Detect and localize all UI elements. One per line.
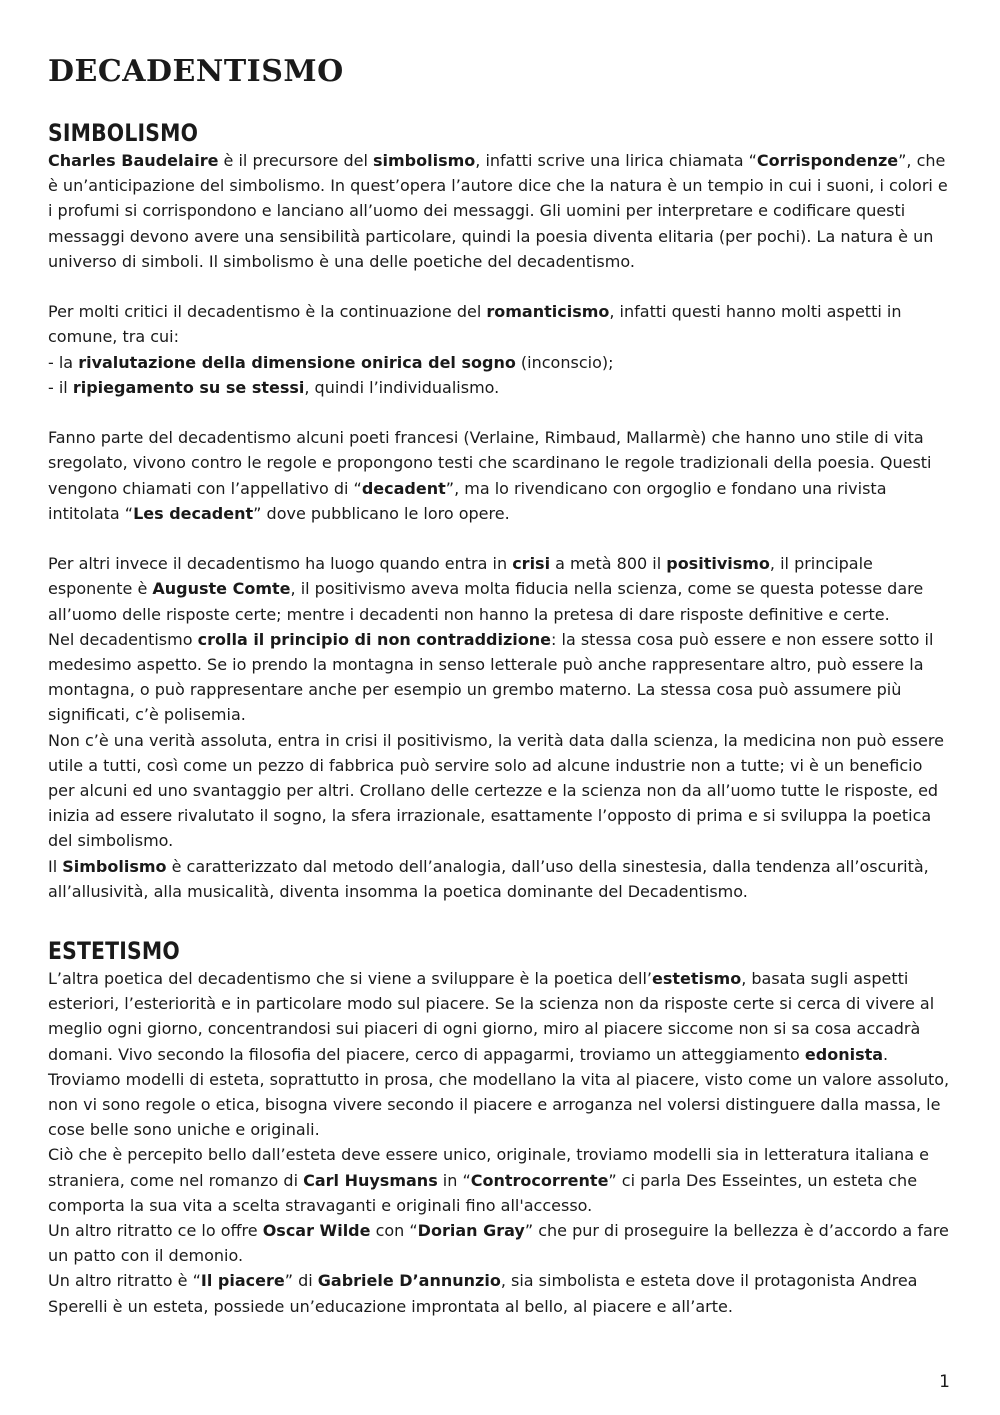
text-run: , quindi l’individualismo. [304, 377, 500, 397]
text-run: ” dove pubblicano le loro opere. [253, 503, 510, 523]
text-run: Troviamo modelli di esteta, soprattutto in prosa, che modellano la vita al piacere, visto come un valore assoluto, non vi sono regole o etica, bisogna vivere secondo il piacere e arroganza nel volersi distinguere dalla massa, le cose belle sono uniche e originali. [48, 1069, 950, 1140]
text-run: Il [48, 856, 63, 876]
text-run: con “ [370, 1221, 418, 1241]
bold-text: estetismo [651, 969, 742, 989]
section-simbolismo-body [48, 148, 952, 904]
paragraph [48, 1142, 952, 1218]
bold-text: simbolismo [373, 151, 476, 170]
text-run: , il positivismo aveva molta fiducia nella scienza, come se questa potesse dare all’uomo delle risposte certe; mentre i decadenti non hanno la pretesa di dare risposte definitive e certe. [48, 579, 924, 624]
text-run: Ciò che è percepito bello dall’esteta deve essere unico, originale, troviamo modelli sia in letteratura italiana e straniera, come nel romanzo di [48, 1145, 929, 1190]
text-run: ” che pur di proseguire la bellezza è d’accordo a fare un patto con il demonio. [48, 1221, 949, 1266]
page-number: 1 [939, 1372, 950, 1392]
bold-text: decadent [361, 478, 446, 498]
bold-text: Il piacere [200, 1271, 285, 1291]
text-run: : la stessa cosa può essere e non essere sotto il medesimo aspetto. Se io prendo la montagna in senso letterale può anche rappresentare altro, può essere la montagna, o può rappresentare anche per esempio un grembo materno. La stessa cosa può assumere più significati, c’è polisemia. [48, 629, 934, 725]
paragraph [48, 966, 952, 1067]
paragraph [48, 551, 952, 627]
paragraph-gap [48, 274, 952, 299]
text-run: Per molti critici il decadentismo è la continuazione del [48, 302, 487, 322]
bold-text: romanticismo [486, 302, 610, 322]
section-heading-simbolismo: SIMBOLISMO [48, 119, 199, 147]
text-run: , il principale esponente è [48, 554, 873, 599]
bold-text: positivismo [666, 554, 770, 574]
paragraph [48, 854, 952, 904]
paragraph [48, 1268, 952, 1318]
document-title: DECADENTISMO [48, 54, 344, 89]
text-run: ” di [284, 1271, 318, 1291]
text-run: in “ [437, 1170, 471, 1190]
text-run: , basata sugli aspetti esteriori, l’esteriorità e in particolare modo sul piacere. Se la scienza non da risposte certe si cerca di vivere al meglio ogni giorno, concentrandosi sui piaceri di ogni giorno, miro al piacere siccome non si sa cosa accadrà domani. Vivo secondo la filosofia del piacere, cerco di appagarmi, troviamo un atteggiamento [48, 969, 935, 1064]
text-run: , sia simbolista e esteta dove il protagonista Andrea Sperelli è un esteta, possiede un’educazione improntata al bello, al piacere e all’arte. [48, 1271, 918, 1316]
section-heading-estetismo: ESTETISMO [48, 937, 180, 966]
text-run: (inconscio); [515, 352, 614, 372]
text-run: Non c’è una verità assoluta, entra in crisi il positivismo, la verità data dalla scienza, la medicina non può essere utile a tutti, così come un pezzo di fabbrica può servire solo ad alcune industrie non a tutte; vi è un beneficio per alcuni ed uno svantaggio per altri. Crollano delle certezze e la scienza non da all’uomo tutte le risposte, ed inizia ad essere rivalutato il sogno, la sfera irrazionale, esattamente l’opposto di prima e si sviluppa la poetica del simbolismo. [48, 730, 944, 851]
paragraph [48, 350, 952, 375]
text-run: ”, ma lo rivendicano con orgoglio e fondano una rivista intitolata “ [48, 478, 887, 523]
text-run: Un altro ritratto ce lo offre [48, 1221, 263, 1241]
text-run: è il precursore del [218, 151, 373, 170]
text-run: L’altra poetica del decadentismo che si viene a sviluppare è la poetica dell’ [48, 969, 652, 989]
text-run: . [883, 1044, 889, 1064]
bold-text: Controcorrente [470, 1170, 609, 1190]
bold-text: crolla il principio di non contraddizione [197, 629, 552, 649]
text-run: è caratterizzato dal metodo dell’analogia, dall’uso della sinestesia, dalla tendenza all’oscurità, all’allusività, alla musicalità, diventa insomma la poetica dominante del Decadentismo. [48, 856, 929, 901]
text-run: - la [48, 352, 79, 372]
bold-text: Oscar Wilde [262, 1221, 371, 1241]
bold-text: crisi [512, 554, 551, 574]
paragraph [48, 375, 952, 400]
section-estetismo-body [48, 966, 952, 1319]
paragraph [48, 728, 952, 854]
text-run: ”, che è un’anticipazione del simbolismo. In quest’opera l’autore dice che la natura è un tempio in cui i suoni, i colori e i profumi si corrispondono e lanciano all’uomo dei messaggi. Gli uomini per interpretare e codificare questi messaggi devono avere una sensibilità particolare, quindi la poesia diventa elitaria (per pochi). La natura è un universo di simboli. Il simbolismo è una delle poetiche del decadentismo. [48, 151, 948, 271]
bold-text: Simbolismo [62, 856, 167, 876]
text-run: a metà 800 il [550, 554, 667, 574]
text-run: - il [48, 377, 73, 397]
bold-text: ripiegamento su se stessi [72, 377, 305, 397]
bold-text: Auguste Comte [152, 579, 291, 599]
bold-text: Carl Huysmans [303, 1170, 438, 1190]
text-run: Nel decadentismo [48, 629, 198, 649]
bold-text: Gabriele D’annunzio [317, 1271, 501, 1291]
text-run: ” ci parla Des Esseintes, un esteta che comporta la sua vita a scelta stravaganti e originali fino all'accesso. [48, 1170, 918, 1215]
bold-text: Corrispondenze [756, 151, 899, 170]
paragraph-gap [48, 526, 952, 551]
text-run: Per altri invece il decadentismo ha luogo quando entra in [48, 554, 513, 574]
bold-text: Les decadent [133, 503, 254, 523]
text-run: , infatti questi hanno molti aspetti in comune, tra cui: [48, 302, 902, 347]
bold-text: Charles Baudelaire [48, 151, 219, 170]
paragraph-gap [48, 400, 952, 425]
paragraph [48, 1218, 952, 1268]
bold-text: Dorian Gray [417, 1221, 525, 1241]
paragraph [48, 425, 952, 526]
paragraph [48, 1067, 952, 1143]
paragraph [48, 299, 952, 349]
paragraph [48, 148, 952, 274]
paragraph [48, 627, 952, 728]
text-run: Un altro ritratto è “ [48, 1271, 201, 1291]
bold-text: edonista [804, 1044, 884, 1064]
bold-text: rivalutazione della dimensione onirica del sogno [78, 352, 516, 372]
text-run: , infatti scrive una lirica chiamata “ [475, 151, 757, 170]
text-run: Fanno parte del decadentismo alcuni poeti francesi (Verlaine, Rimbaud, Mallarmè) che hanno uno stile di vita sregolato, vivono contro le regole e propongono testi che scardinano le regole tradizionali della poesia. Questi vengono chiamati con l’appellativo di “ [48, 428, 932, 498]
